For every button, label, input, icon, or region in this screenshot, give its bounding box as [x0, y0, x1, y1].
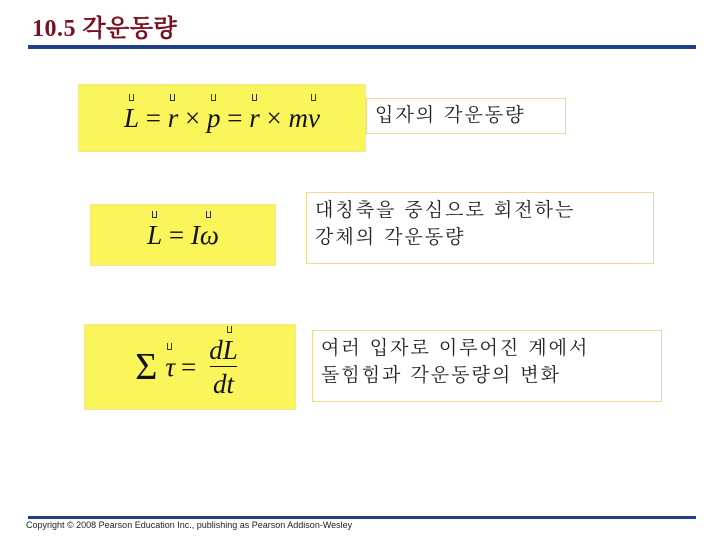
equation-box-2 [90, 204, 276, 266]
slide-title: 10.5 각운동량 [32, 16, 178, 42]
footer-divider [28, 516, 696, 519]
description-3: 여러 입자로 이루어진 계에서 돌힘힘과 각운동량의 변화 [312, 330, 662, 402]
copyright-notice: Copyright © 2008 Pearson Education Inc., publishing as Pearson Addison-Wesley [26, 520, 353, 530]
description-1: 입자의 각운동량 [366, 98, 566, 134]
title-divider [28, 45, 696, 49]
equation-torque-angular-momentum: Σ τ = $\frac{dL}{dt}$ [135, 334, 238, 399]
description-2: 대칭축을 중심으로 회전하는 강체의 각운동량 [306, 192, 654, 264]
equation-particle-angular-momentum: L = r × p = r × mv [124, 102, 320, 133]
equation-box-3 [84, 324, 296, 410]
equation-rigid-body-angular-momentum: L = Iω [147, 219, 219, 250]
equation-box-1 [78, 84, 366, 152]
